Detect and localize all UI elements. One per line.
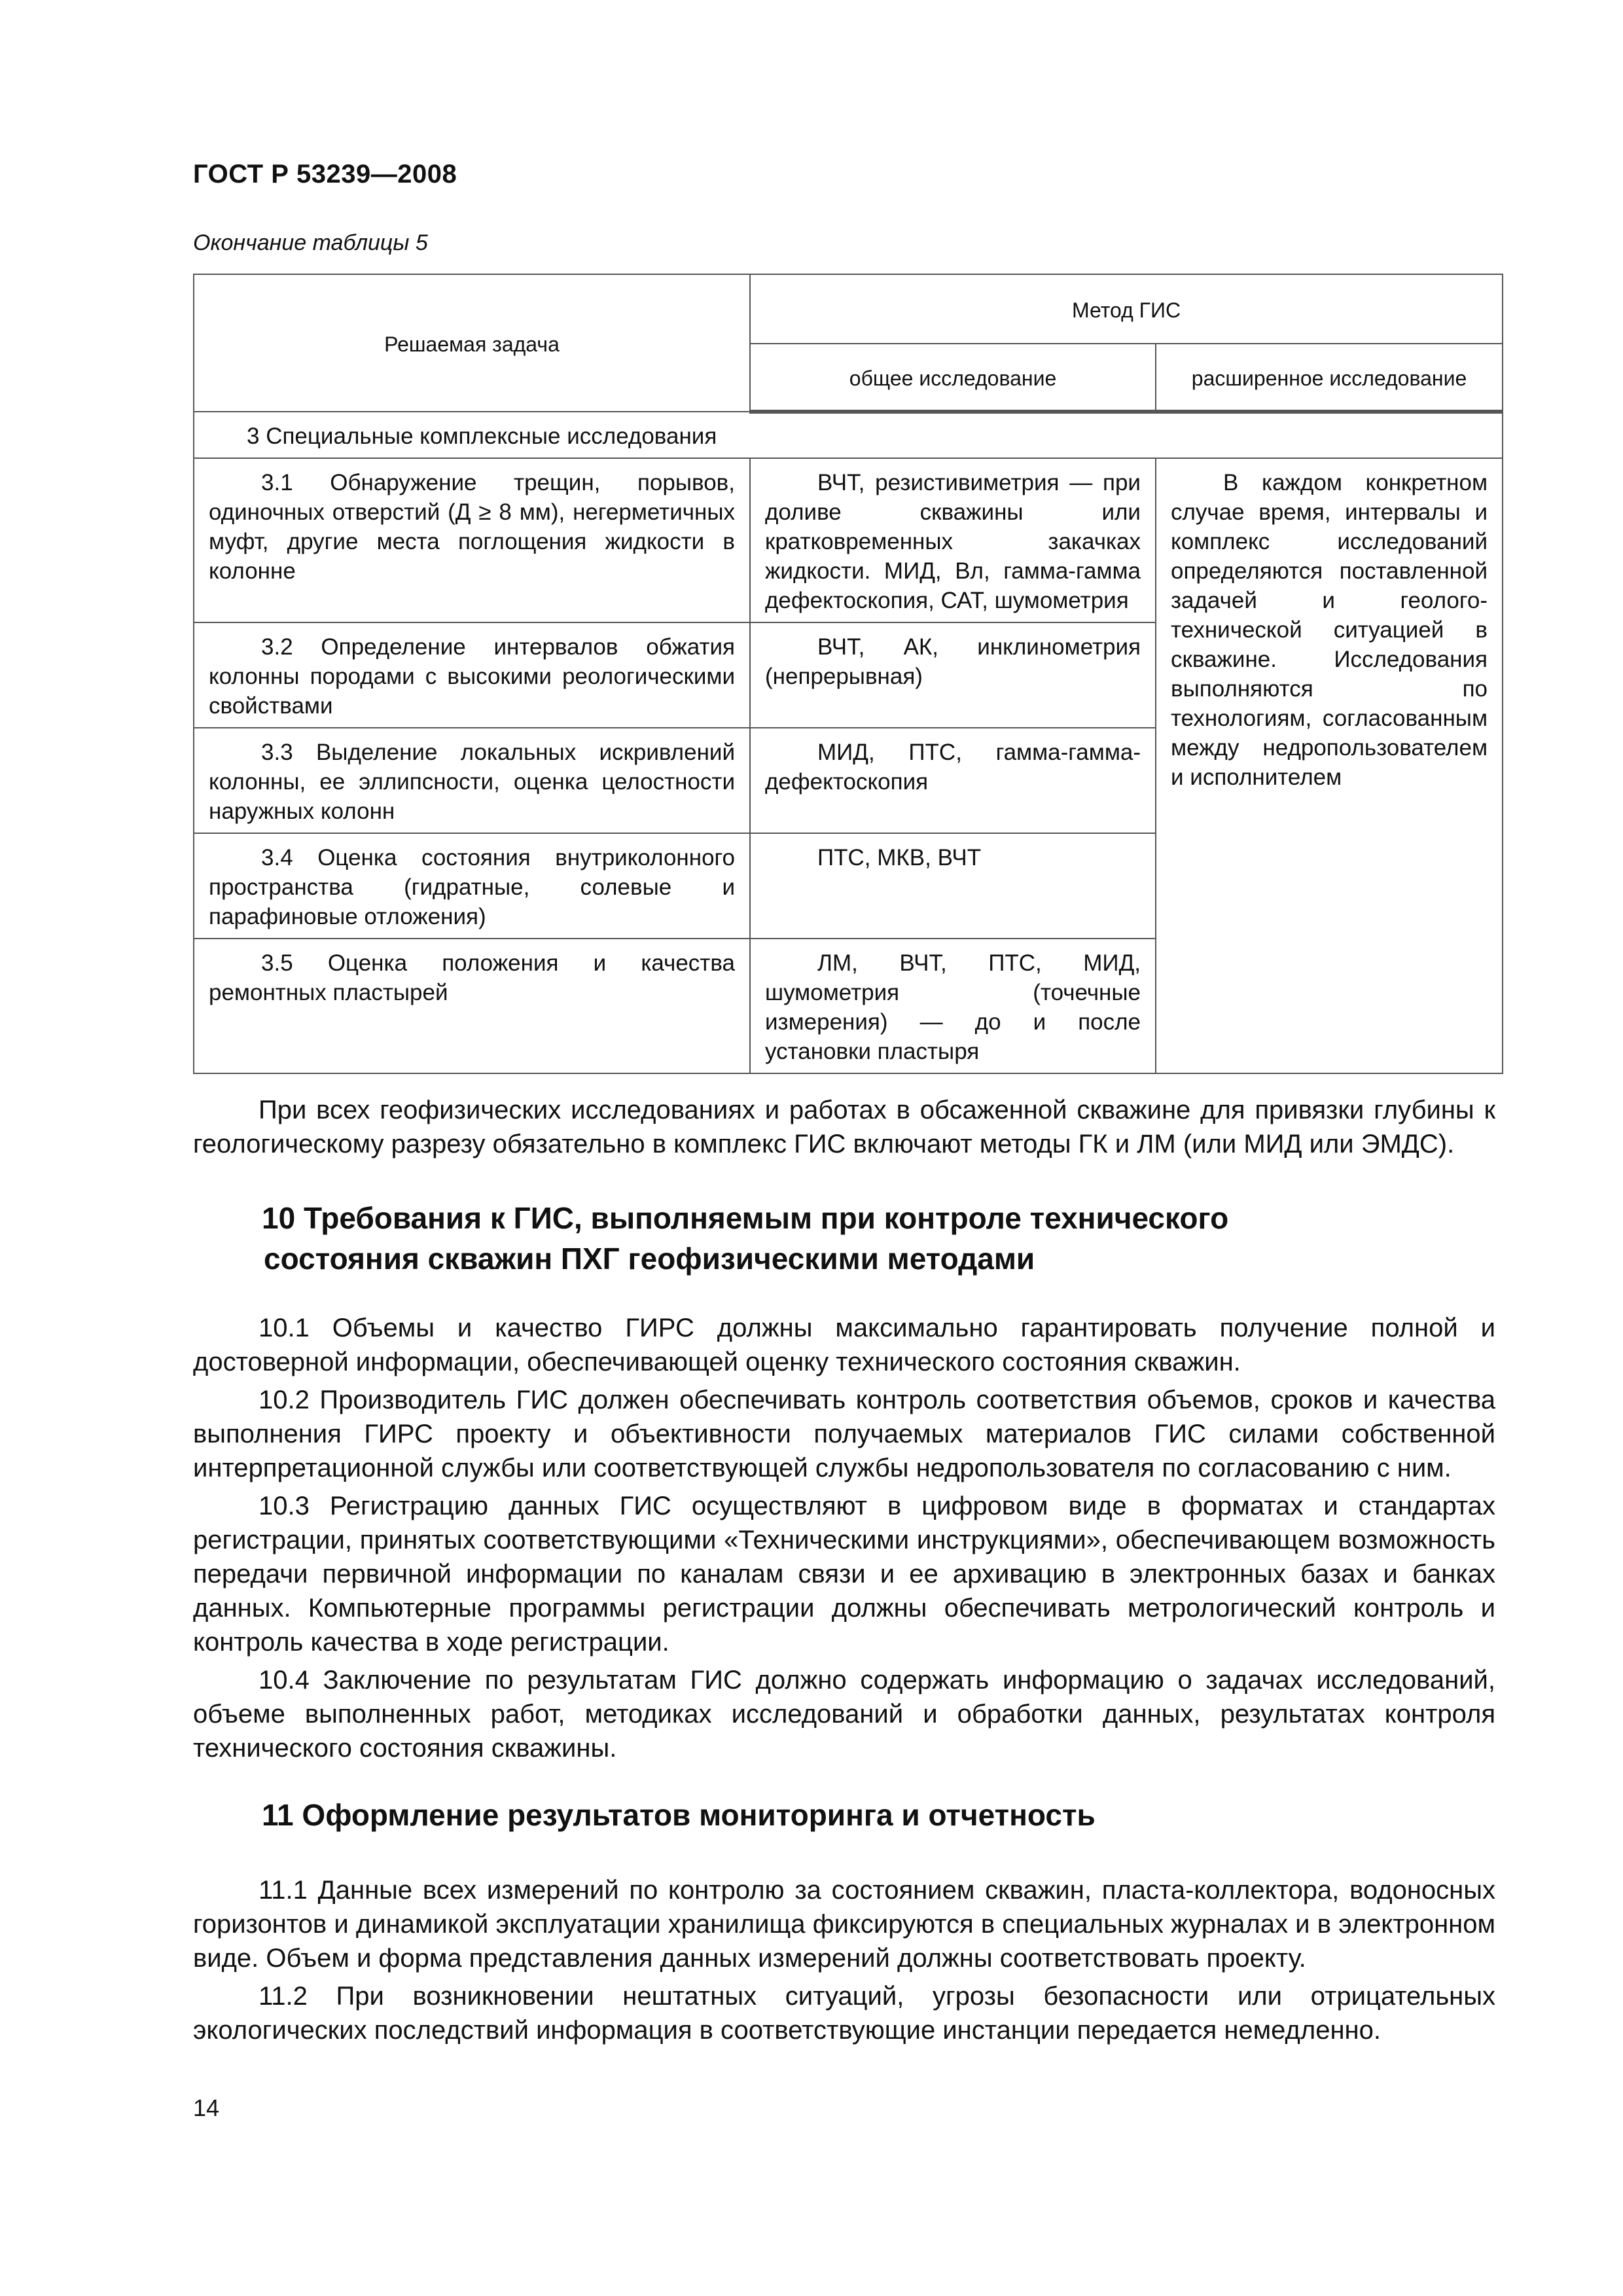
- header-method: Метод ГИС: [750, 274, 1503, 344]
- after-table-paragraph: При всех геофизических исследованиях и работах в обсаженной скважине для привязки глубины к геологическому разрезу обязательно в комплекс ГИС включают методы ГК и ЛМ (или МИД или ЭМДС).: [193, 1096, 1495, 1158]
- table-header-row: [194, 274, 1503, 344]
- header-general: общее исследование: [750, 344, 1156, 412]
- paragraph-10-2: 10.2 Производитель ГИС должен обеспечивать контроль соответствия объемов, сроков и качества выполнения ГИРС проекту и объективности получаемых материалов ГИС силами собственной интерпретационной службы или соответствующей службы недропользователя по согласованию с ним.: [193, 1386, 1495, 1482]
- section-11-heading: [262, 1795, 1492, 1835]
- paragraph-10-3: 10.3 Регистрацию данных ГИС осуществляют в цифровом виде в форматах и стандартах регистрации, принятых соответствующими «Техническими инструкциями», обеспечивающем возможность передачи первичной информации по каналам связи и ее архивацию в электронных базах и банках данных. Компьютерные программы регистрации должны обеспечивать метрологический контроль и контроль качества в ходе регистрации.: [193, 1492, 1495, 1657]
- table-section-row: [194, 412, 1503, 458]
- row-general: ПТС, МКВ, ВЧТ: [750, 833, 1156, 939]
- section-11-title: 11 Оформление результатов мониторинга и отчетность: [262, 1798, 1096, 1832]
- table-caption: Окончание таблицы 5: [193, 230, 428, 255]
- row-task: 3.4 Оценка состояния внутриколонного пространства (гидратные, солевые и парафиновые отложения): [194, 833, 750, 939]
- paragraph-11-1: 11.1 Данные всех измерений по контролю за состоянием скважин, пласта-коллектора, водоносных горизонтов и динамикой эксплуатации хранилища фиксируются в специальных журналах и в электронном виде. Объем и форма представления данных измерений должны соответствовать проекту.: [193, 1876, 1495, 1973]
- extended-note: В каждом конкретном случае время, интервалы и комплекс исследований определяются поставленной задачей и геолого-технической ситуацией в скважине. Исследования выполняются по технологиям, согласованным между недропользователем и исполнителем: [1156, 458, 1503, 1073]
- section-title: 3 Специальные комплексные исследования: [194, 412, 1503, 458]
- row-task: 3.5 Оценка положения и качества ремонтных пластырей: [194, 939, 750, 1073]
- paragraph-11-2: 11.2 При возникновении нештатных ситуаций, угрозы безопасности или отрицательных экологических последствий информация в соответствующие инстанции передается немедленно.: [193, 1982, 1495, 2045]
- paragraph-10-1: 10.1 Объемы и качество ГИРС должны максимально гарантировать получение полной и достоверной информации, обеспечивающей оценку технического состояния скважин.: [193, 1314, 1495, 1376]
- document-code: ГОСТ Р 53239—2008: [193, 160, 457, 188]
- header-task: Решаемая задача: [194, 274, 750, 412]
- section-10-body: [193, 1311, 1495, 1765]
- row-general: ВЧТ, резистивиметрия — при доливе скважины или кратковременных закачках жидкости. МИД, Вл, гамма-гамма дефектоскопия, САТ, шумометрия: [750, 458, 1156, 622]
- table-row: [194, 458, 1503, 622]
- row-general: МИД, ПТС, гамма-гамма-дефектоскопия: [750, 728, 1156, 833]
- section-10-title-line2: состояния скважин ПХГ геофизическими методами: [264, 1242, 1035, 1276]
- row-task: 3.3 Выделение локальных искривлений колонны, ее эллипсности, оценка целостности наружных колонн: [194, 728, 750, 833]
- row-general: ЛМ, ВЧТ, ПТС, МИД, шумометрия (точечные измерения) — до и после установки пластыря: [750, 939, 1156, 1073]
- table-5: [193, 274, 1503, 1074]
- section-10-heading: [262, 1198, 1492, 1279]
- after-table-text: [193, 1093, 1495, 1161]
- row-task: 3.1 Обнаружение трещин, порывов, одиночных отверстий (Д ≥ 8 мм), негерметичных муфт, другие места поглощения жидкости в колонне: [194, 458, 750, 622]
- header-extended: расширенное исследование: [1156, 344, 1503, 412]
- page-number: 14: [193, 2094, 220, 2121]
- row-task: 3.2 Определение интервалов обжатия колонны породами с высокими реологическими свойствами: [194, 622, 750, 728]
- paragraph-10-4: 10.4 Заключение по результатам ГИС должно содержать информацию о задачах исследований, объеме выполненных работ, методиках исследований и обработки данных, результатах контроля технического состояния скважины.: [193, 1666, 1495, 1763]
- section-10-title-line1: 10 Требования к ГИС, выполняемым при контроле технического: [262, 1201, 1229, 1235]
- row-general: ВЧТ, АК, инклинометрия (непрерывная): [750, 622, 1156, 728]
- section-11-body: [193, 1873, 1495, 2047]
